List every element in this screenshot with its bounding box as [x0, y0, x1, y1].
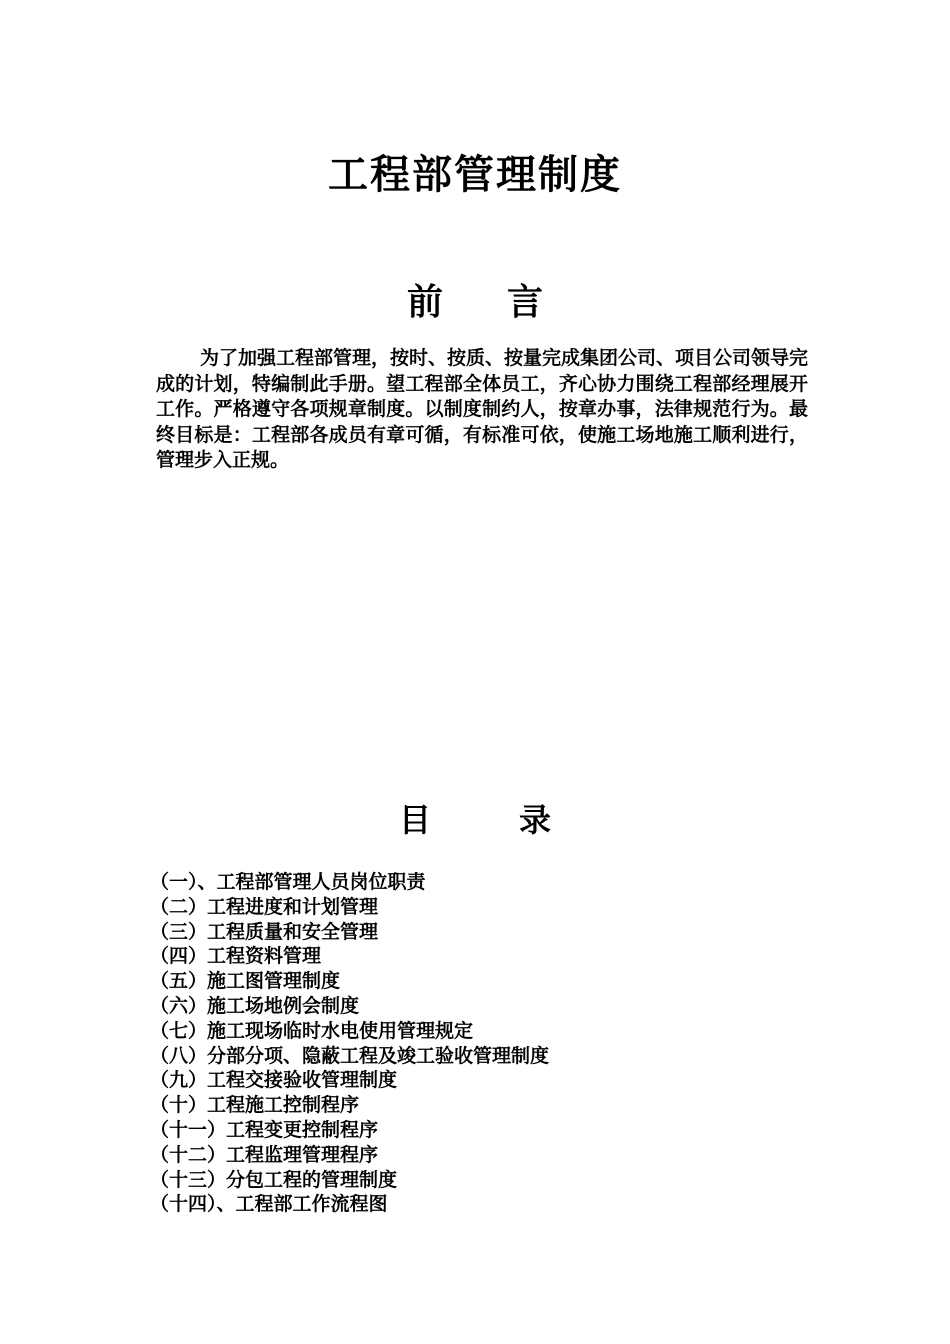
toc-item-14[interactable]: （十四）、工程部工作流程图 — [150, 1193, 388, 1216]
toc-item-1[interactable]: （一）、工程部管理人员岗位职责 — [150, 871, 426, 893]
toc-item-13[interactable]: （十三）分包工程的管理制度 — [150, 1168, 398, 1191]
toc-item-9[interactable]: （九）工程交接验收管理制度 — [150, 1069, 398, 1092]
toc-heading: 目录 — [398, 801, 639, 839]
toc-item-2[interactable]: （二）工程进度和计划管理 — [150, 895, 379, 918]
table-of-contents — [150, 870, 850, 1217]
toc-item-8[interactable]: （八）分部分项、隐蔽工程及竣工验收管理制度 — [150, 1044, 550, 1067]
preface-heading: 前言 — [406, 281, 607, 323]
preface-paragraph: 为了加强工程部管理，按时、按质、按量完成集团公司、项目公司领导完成的计划，特编制此手册。望工程部全体员工，齐心协力围绕工程部经理展开工作。严格遵守各项规章制度。以制度制约人，按章办事，法律规范行为。最终目标是：工程部各成员有章可循，有标准可依，使施工场地施工顺利进行，管理步入正规。 — [156, 347, 809, 471]
toc-item-5[interactable]: （五）施工图管理制度 — [150, 970, 341, 993]
toc-item-10[interactable]: （十）工程施工控制程序 — [150, 1094, 360, 1117]
toc-item-12[interactable]: （十二）工程监理管理程序 — [150, 1143, 379, 1166]
document-title: 工程部管理制度 — [328, 151, 622, 198]
toc-item-3[interactable]: （三）工程质量和安全管理 — [150, 920, 379, 943]
toc-item-6[interactable]: （六）施工场地例会制度 — [150, 994, 360, 1017]
toc-item-11[interactable]: （十一）工程变更控制程序 — [150, 1118, 379, 1141]
toc-item-7[interactable]: （七）施工现场临时水电使用管理规定 — [150, 1019, 474, 1042]
toc-item-4[interactable]: （四）工程资料管理 — [150, 945, 322, 968]
